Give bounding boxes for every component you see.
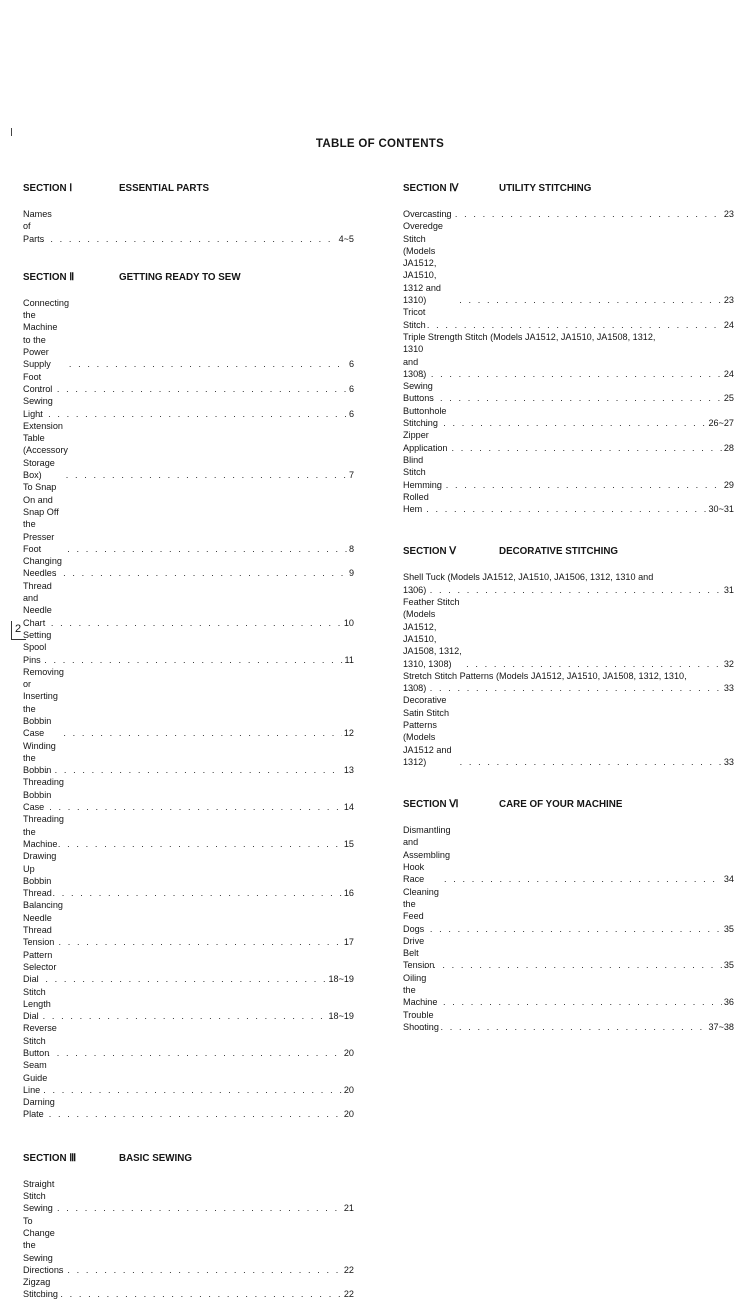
entry-title: Reverse Stitch Button [23, 1023, 57, 1058]
entry-title: Foot Control [23, 371, 53, 394]
dot-leader [49, 838, 342, 850]
entry-title: Rolled Hem [403, 491, 429, 515]
entry-page: 28 [723, 442, 734, 453]
entry-page: 33 [723, 683, 734, 694]
toc-entry [23, 555, 354, 580]
entry-title: Feather Stitch (Models JA1512, JA1510, JA1508, 1312, 1310, 1308) [403, 597, 462, 669]
toc-entry [23, 420, 354, 481]
entry-page: 23 [723, 295, 734, 306]
entry-page: 11 [344, 654, 354, 665]
dot-leader [459, 294, 722, 306]
entry-title: Shell Tuck (Models JA1512, JA1510, JA1506, 1312, 1310 and [403, 572, 654, 583]
entry-title: Zigzag Stitching [23, 1277, 58, 1300]
entry-title-continued: 1310 and 1308) [403, 344, 427, 379]
section-care-of-machine [403, 798, 734, 1033]
entry-title: Setting Spool Pins [23, 629, 52, 665]
entry-page: 36 [723, 997, 734, 1008]
entry-page: 6 [348, 408, 354, 419]
dot-leader [67, 543, 347, 555]
entry-page: 31 [723, 584, 734, 595]
dot-leader [69, 358, 347, 370]
entry-page: 26~27 [708, 418, 734, 429]
entry-page: 35 [723, 923, 734, 934]
page-number-text: 2 [15, 623, 22, 635]
entry-page: 24 [723, 368, 734, 379]
page-title: TABLE OF CONTENTS [315, 138, 445, 150]
entry-page: 24 [723, 319, 734, 330]
section-heading [403, 545, 734, 559]
entry-title: Sewing Light [23, 396, 53, 419]
dot-leader [444, 873, 722, 885]
section-title: CARE OF YOUR MACHINE [499, 799, 623, 811]
dot-leader [424, 996, 721, 1008]
dot-leader [45, 764, 342, 776]
toc-entry [403, 596, 734, 670]
section-number: SECTION Ⅱ [23, 271, 75, 283]
entry-title: Drive Belt Tension [403, 935, 435, 971]
toc-entry [23, 899, 354, 948]
section-entries [403, 571, 734, 768]
entry-page: 10 [343, 617, 354, 628]
entry-title: Decorative Satin Stitch Patterns (Models JA1512 and 1312) [403, 695, 452, 767]
dot-leader [430, 923, 722, 935]
section-entries [23, 1178, 354, 1301]
dot-leader [425, 417, 707, 429]
toc-entry [403, 972, 734, 1009]
section-entries [403, 208, 734, 515]
entry-title: Removing or Inserting the Bobbin Case [23, 666, 64, 739]
toc-entry [23, 1096, 354, 1121]
section-number: SECTION Ⅴ [403, 546, 456, 558]
entry-page: 22 [343, 1289, 354, 1300]
entry-page: 18~19 [328, 1011, 354, 1022]
page-edge-mark [11, 128, 12, 136]
section-number: SECTION Ⅵ [403, 799, 459, 811]
dot-leader [422, 1021, 706, 1033]
entry-title: Overedge Stitch (Models JA1512, JA1510, 1312 and 1310) [403, 221, 443, 306]
section-decorative-stitching [403, 545, 734, 768]
toc-entry [403, 405, 734, 430]
section-entries [23, 297, 354, 1121]
entry-page: 20 [343, 1084, 354, 1095]
entry-title: Cleaning the Feed Dogs [403, 886, 439, 934]
entry-title: Tricot Stitch [403, 307, 426, 330]
entry-page: 21 [343, 1203, 354, 1214]
dot-leader [48, 1202, 342, 1214]
toc-entry-continued [403, 343, 734, 380]
entry-title: Blind Stitch Hemming [403, 454, 442, 490]
entry-title: Winding the Bobbin [23, 740, 56, 776]
toc-entry [23, 850, 354, 899]
section-heading [403, 798, 734, 812]
entry-title: Straight Stitch Sewing [23, 1178, 55, 1214]
entry-title: Overcasting [403, 209, 452, 219]
dot-leader [59, 936, 342, 948]
entry-page: 8 [348, 543, 354, 554]
entry-page: 32 [723, 658, 734, 669]
toc-entry [23, 666, 354, 740]
entry-title: Trouble Shooting [403, 1009, 439, 1032]
entry-page: 33 [723, 756, 734, 767]
entry-page: 13 [343, 765, 354, 776]
entry-title: Connecting the Machine to the Power Supply [23, 297, 70, 370]
entry-title: Oiling the Machine [403, 972, 438, 1008]
entry-title: To Snap On and Snap Off the Presser Foot [23, 482, 59, 554]
entry-page: 20 [343, 1048, 354, 1058]
entry-title: Triple Strength Stitch (Models JA1512, JA1510, JA1508, 1312, [403, 331, 656, 342]
dot-leader [411, 584, 722, 596]
toc-entry-continued [403, 584, 734, 596]
toc-entry [23, 1276, 354, 1301]
dot-leader [460, 756, 722, 768]
section-heading [403, 182, 734, 196]
entry-title: Sewing Buttons [403, 381, 434, 404]
entry-page: 23 [723, 209, 734, 219]
toc-entry [403, 1009, 734, 1034]
toc-entry [403, 694, 734, 768]
toc-entry [23, 629, 354, 666]
entry-page: 18~19 [328, 974, 354, 985]
entry-page: 30~31 [708, 504, 734, 515]
toc-entry [23, 813, 354, 850]
entry-title: Drawing Up Bobbin Thread [23, 851, 57, 899]
toc-entry [23, 1178, 354, 1215]
toc-entry [403, 380, 734, 405]
toc-entry [23, 1059, 354, 1096]
dot-leader [51, 617, 342, 629]
section-title: BASIC SEWING [119, 1152, 192, 1164]
toc-entry [403, 454, 734, 491]
toc-entry [23, 481, 354, 555]
entry-title: Threading the Machine [23, 814, 64, 849]
toc-entry [403, 306, 734, 331]
section-getting-ready [23, 271, 354, 1121]
dot-leader [422, 368, 722, 380]
entry-title-continued: 1306) [403, 584, 427, 595]
entry-page: 7 [348, 470, 354, 481]
toc-entry [403, 331, 734, 343]
entry-page: 15 [343, 838, 354, 849]
section-number: SECTION Ⅰ [23, 183, 73, 194]
dot-leader [49, 801, 342, 813]
dot-leader [42, 1288, 342, 1300]
section-number: SECTION Ⅳ [403, 183, 459, 194]
section-basic-sewing [23, 1152, 354, 1301]
entry-title: Threading Bobbin Case [23, 777, 64, 813]
section-title: DECORATIVE STITCHING [499, 546, 619, 558]
entry-title: Pattern Selector Dial [23, 949, 57, 985]
entry-title-continued: 1308) [403, 683, 427, 694]
toc-entry [23, 1215, 354, 1276]
toc-entry [403, 670, 734, 682]
toc-entry [23, 580, 354, 629]
toc-entry [403, 824, 734, 885]
dot-leader [43, 1084, 342, 1096]
toc-entry [23, 949, 354, 986]
toc-entry [23, 1022, 354, 1059]
dot-leader [466, 658, 722, 670]
toc-entry [23, 208, 354, 245]
entry-page: 6 [348, 383, 354, 394]
entry-title: Buttonhole Stitching [403, 405, 447, 429]
section-entries [403, 824, 734, 1033]
dot-leader [427, 479, 722, 491]
toc-entry [23, 371, 354, 396]
entry-page: 35 [723, 960, 734, 971]
dot-leader [45, 567, 347, 579]
entry-title: Stretch Stitch Patterns (Models JA1512, JA1510, JA1508, 1312, 1310, [403, 670, 687, 681]
dot-leader [63, 727, 342, 739]
section-title: GETTING READY TO SEW [119, 271, 241, 283]
section-heading [23, 271, 354, 285]
entry-page: 37~38 [708, 1021, 734, 1032]
entry-title: Stitch Length Dial [23, 986, 51, 1022]
entry-page: 17 [343, 937, 354, 948]
entry-title: Thread and Needle Chart [23, 580, 52, 628]
entry-page: 4~5 [338, 233, 354, 244]
dot-leader [424, 959, 722, 971]
page-number [11, 621, 26, 640]
dot-leader [66, 469, 347, 481]
entry-title: Balancing Needle Thread Tension [23, 900, 63, 948]
toc-entry [23, 297, 354, 371]
dot-leader [43, 1010, 327, 1022]
toc-entry [23, 740, 354, 777]
toc-entry [403, 491, 734, 516]
toc-entry [23, 395, 354, 420]
entry-title: Darning Plate [23, 1097, 55, 1120]
dot-leader [424, 442, 722, 454]
entry-title: Extension Table (Accessory Storage Box) [23, 420, 68, 481]
toc-entry [403, 886, 734, 935]
toc-entry [403, 429, 734, 454]
entry-title: Changing Needles [23, 556, 62, 579]
toc-entry [23, 986, 354, 1023]
dot-leader [58, 1264, 342, 1276]
toc-entry [403, 208, 734, 220]
dot-leader [421, 392, 721, 404]
section-entries [23, 208, 354, 245]
section-number: SECTION Ⅲ [23, 1152, 77, 1164]
entry-page: 6 [348, 359, 354, 370]
entry-page: 29 [723, 479, 734, 490]
left-column [23, 182, 354, 1301]
section-title: UTILITY STITCHING [499, 183, 592, 194]
entry-page: 12 [343, 728, 354, 739]
entry-page: 22 [343, 1264, 354, 1275]
dot-leader [38, 383, 347, 395]
toc-entry [403, 571, 734, 583]
toc-entry [403, 935, 734, 972]
entry-title: Dismantling and Assembling Hook Race [403, 825, 451, 885]
dot-leader [41, 233, 336, 245]
dot-leader [53, 887, 342, 899]
section-essential-parts [23, 182, 354, 245]
entry-page: 16 [343, 888, 354, 899]
entry-title: Names of Parts [23, 209, 52, 244]
dot-leader [39, 1108, 341, 1120]
entry-page: 20 [343, 1109, 354, 1120]
dot-leader [39, 408, 347, 420]
section-heading [23, 182, 354, 196]
entry-page: 9 [348, 568, 354, 579]
toc-entry-continued [403, 682, 734, 694]
dot-leader [418, 208, 722, 220]
dot-leader [45, 973, 326, 985]
dot-leader [47, 1047, 341, 1059]
section-title: ESSENTIAL PARTS [119, 183, 209, 194]
dot-leader [418, 319, 722, 331]
right-column [403, 182, 734, 1033]
entry-page: 25 [723, 393, 734, 404]
entry-title: Seam Guide Line [23, 1060, 48, 1095]
entry-title: Zipper Application [403, 430, 448, 453]
toc-entry [23, 776, 354, 813]
entry-page: 14 [343, 802, 354, 813]
dot-leader [44, 654, 342, 666]
dot-leader [417, 503, 707, 515]
section-heading [23, 1152, 354, 1166]
entry-title: To Change the Sewing Directions [23, 1215, 64, 1275]
entry-page: 34 [723, 874, 734, 885]
dot-leader [411, 682, 722, 694]
toc-entry [403, 220, 734, 306]
section-utility-stitching [403, 182, 734, 515]
